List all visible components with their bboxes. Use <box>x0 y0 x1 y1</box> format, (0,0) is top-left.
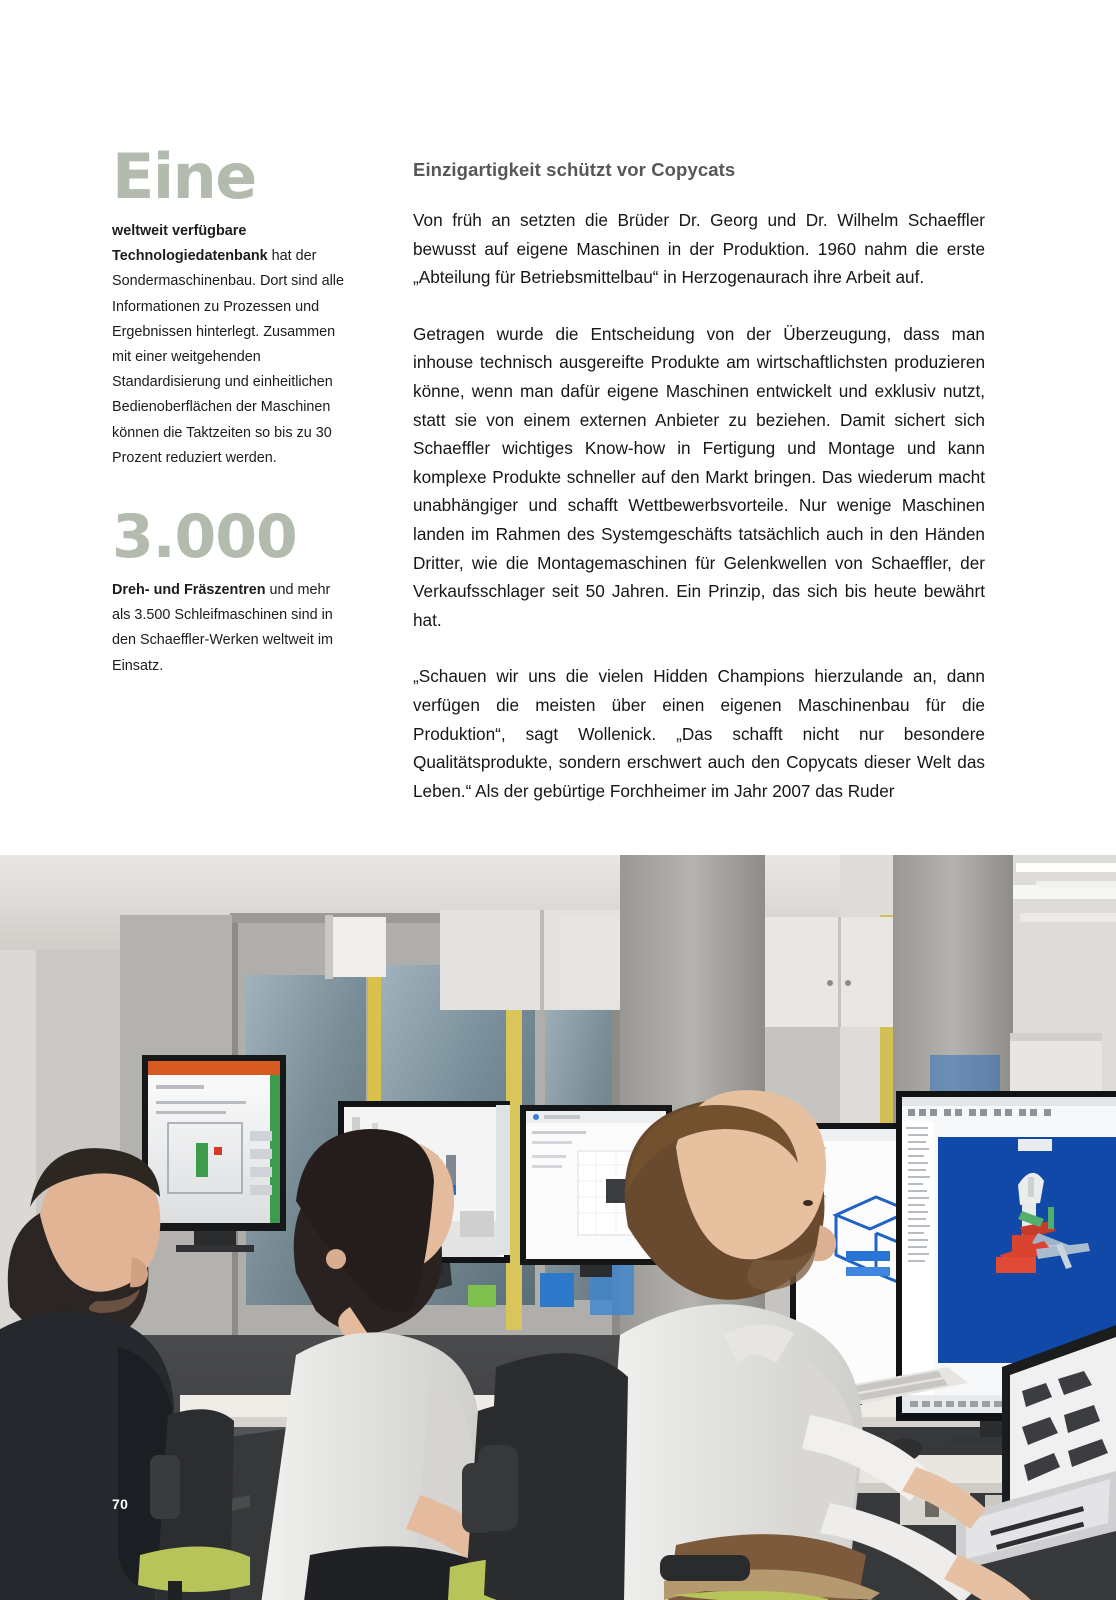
stat-lead-bold: weltweit verfügbare Technologiedatenbank <box>112 222 268 265</box>
stat-display-number: 3.000 <box>112 501 297 572</box>
stat-display-number: Eine <box>112 140 256 213</box>
body-paragraph: Getragen wurde die Entscheidung von der Überzeugung, dass man inhouse technisch ausgereifte Produkte am wirtschaftlichsten produzieren könne, wenn man dafür eigene Maschinen entwickelt und exklusiv nutzt, statt sie von einem externen Anbieter zu beziehen. Damit sichert sich Schaeffler wichtiges Know-how in Fertigung und Montage und kann komplexe Produkte schneller auf den Markt bringen. Das wiederum macht unabhängiger und schafft Wettbewerbsvorteile. Nur wenige Maschinen landen im Rahmen des Systemgeschäfts tatsächlich auch in den Händen Dritter, wie die Montagemaschinen für Gelenkwellen von Schaeffler, der Verkaufsschlager seit 50 Jahren. Ein Prinzip, das sich bis heute bewährt hat. <box>413 323 985 630</box>
page-number: 70 <box>112 1496 129 1512</box>
section-heading: Einzigartigkeit schützt vor Copycats <box>413 159 736 180</box>
stat-lead-bold: Dreh- und Fräszentren <box>112 581 266 598</box>
feature-photograph <box>0 855 1116 1600</box>
stat-description <box>112 219 352 471</box>
body-paragraph: „Schauen wir uns die vielen Hidden Champions hierzulande an, dann verfügen die meisten über einen eigenen Maschinenbau für die Produktion“, sagt Wollenick. „Das schafft nicht nur besondere Qualitätsprodukte, sondern erschwert auch den Copycats dieser Welt das Leben.“ Als der gebürtige Forchheimer im Jahr 2007 das Ruder <box>413 666 985 801</box>
body-paragraph: Von früh an setzten die Brüder Dr. Georg und Dr. Wilhelm Schaeffler bewusst auf eigene Maschinen in der Produktion. 1960 nahm die erste „Abteilung für Betriebsmittelbau“ in Herzogenaurach ihre Arbeit auf. <box>413 210 985 288</box>
stat-description <box>112 578 352 679</box>
stat-block <box>112 140 352 471</box>
stat-block <box>112 501 352 679</box>
stat-rest-text: und mehr als 3.500 Schleifmaschinen sind in den Schaeffler-Werken weltweit im Einsatz. <box>112 581 334 674</box>
main-text-column <box>413 158 985 805</box>
stat-rest-text: hat der Sondermaschinenbau. Dort sind alle Informationen zu Prozessen und Ergebnissen hinterlegt. Zusammen mit einer weitgehenden Standardisierung und einheitlichen Bedienoberflächen der Maschinen können die Taktzeiten so bis zu 30 Prozent reduziert werden. <box>112 248 344 466</box>
monitor-hmi <box>142 1055 286 1252</box>
sidebar-stats <box>112 140 352 717</box>
